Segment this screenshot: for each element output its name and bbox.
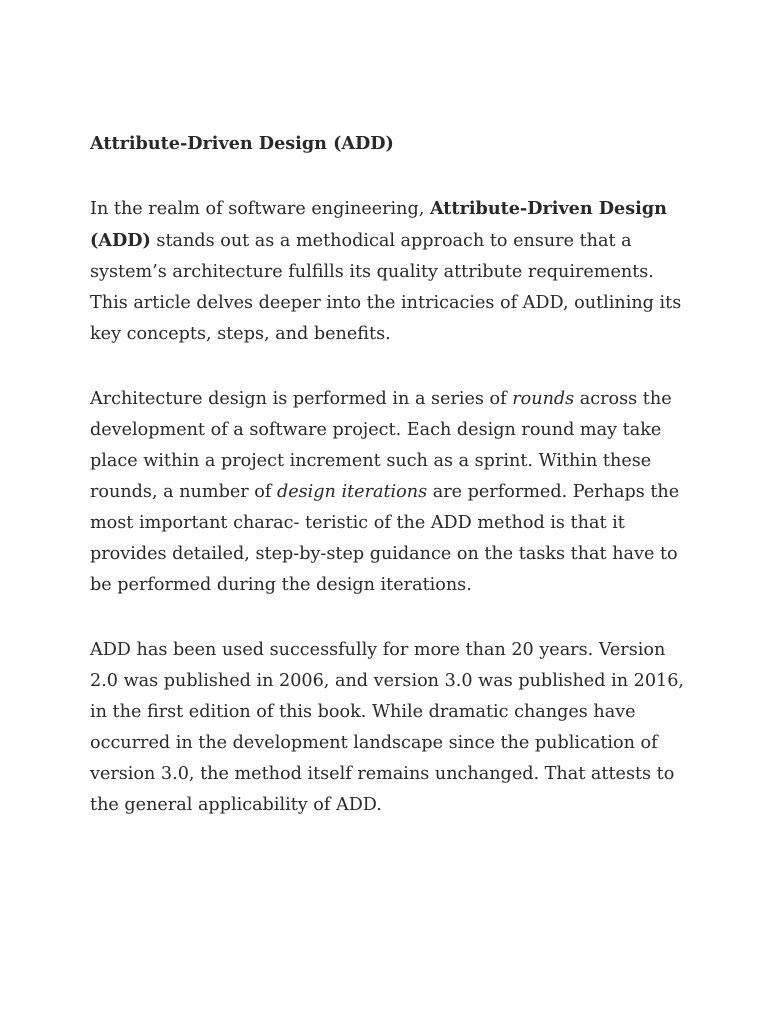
intro-paragraph [90,193,690,350]
intro-text-end: stands out as a methodical approach to ensure that a system’s architecture fulfills its quality attribute requirements. This article delves deeper into the intricacies of ADD, outlining its key concepts, steps, and benefits. [90,231,682,344]
rounds-text-c: are performed. Perhaps the most important charac- teristic of the ADD method is that it provides detailed, step-by-step guidance on the tasks that have to be performed during the design iterations. [90,482,680,595]
history-paragraph: ADD has been used successfully for more than 20 years. Version 2.0 was published in 2006, and version 3.0 was published in 2016, in the first edition of this book. While dramatic changes have occurred in the development landscape since the publication of version 3.0, the method itself remains unchanged. That attests to the general applicability of ADD. [90,640,684,815]
design-iterations-emphasis: design iterations [276,482,428,502]
intro-bold-term: Attribute-Driven Design (ADD) [90,198,667,251]
article-title: Attribute-Driven Design (ADD) [90,133,394,154]
rounds-paragraph [90,384,690,601]
intro-text-start: In the realm of software engineering, [90,199,430,219]
rounds-emphasis: rounds [512,389,575,409]
rounds-text-a: Architecture design is performed in a series of [90,389,513,409]
rounds-text-b: across the development of a software project. Each design round may take place within a project increment such as a sprint. Within these rounds, a number of [90,389,672,502]
article [90,128,690,821]
